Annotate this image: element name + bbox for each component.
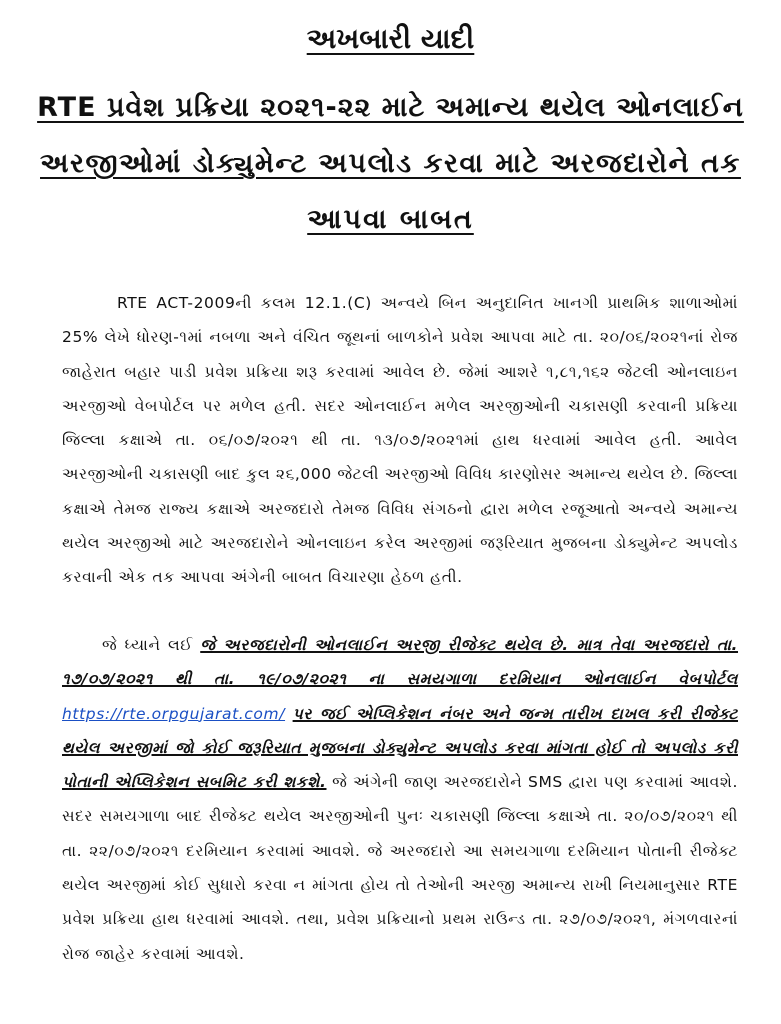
title-line-1: RTE પ્રવેશ પ્રક્રિયા ૨૦૨૧-૨૨ માટે અમાન્ય થયેલ ઓનલાઈન [37, 92, 744, 123]
emphasis-eligible-applicants: જે અરજદારોની ઓનલાઈન અરજી રીજેક્ટ થયેલ છે. માત્ર તેવા અરજદારો તા. ૧૭/૦૭/૨૦૨૧ થી તા. ૧૯/૦૭/૨૦૨૧ ના સમયગાળા દરમિયાન ઓનલાઈન વેબપોર્ટલ [62, 636, 739, 689]
paragraph-background: RTE ACT-2009ની કલમ 12.1.(C) અન્વયે બિન અનુદાનિત ખાનગી પ્રાથમિક શાળાઓમાં 25% લેખે ધોરણ-૧માં નબળા અને વંચિત જૂથનાં બાળકોને પ્રવેશ આપવા માટે તા. ૨૦/૦૬/૨૦૨૧નાં રોજ જાહેરાત બહાર પાડી પ્રવેશ પ્રક્રિયા શરૂ કરવામાં આવેલ છે. જેમાં આશરે ૧,૮૧,૧૬૨ જેટલી ઓનલાઇન અરજીઓ વેબપોર્ટલ પર મળેલ હતી. સદર ઓનલાઈન મળેલ અરજીઓની ચકાસણી કરવાની પ્રક્રિયા જિલ્લા કક્ષાએ તા. ૦૬/૦૭/૨૦૨૧ થી તા. ૧૩/૦૭/૨૦૨૧માં હાથ ધરવામાં આવેલ હતી. આવેલ અરજીઓની ચકાસણી બાદ કુલ ૨૬,000 જેટલી અરજીઓ વિવિધ કારણોસર અમાન્ય થયેલ છે. જિલ્લા કક્ષાએ તેમજ રાજ્ય કક્ષાએ અરજદારો તેમજ વિવિધ સંગઠનો દ્વારા મળેલ રજૂઆતો અન્વયે અમાન્ય થયેલ અરજીઓ માટે અરજદારોને ઓનલાઇન કરેલ અરજીમાં જરૂરિયાત મુજબના ડોક્યુમેન્ટ અપલોડ કરવાની એક તક આપવા અંગેની બાબત વિચારણા હેઠળ હતી. [62, 294, 738, 587]
paragraph-rest: જે અંગેની જાણ અરજદારોને SMS દ્વારા પણ કરવામાં આવશે. સદર સમયગાળા બાદ રીજેક્ટ થયેલ અરજીઓની પુનઃ ચકાસણી જિલ્લા કક્ષાએ તા. ૨૦/૦૭/૨૦૨૧ થી તા. ૨૨/૦૭/૨૦૨૧ દરમિયાન કરવામાં આવશે. જે અરજદારો આ સમયગાળા દરમિયાન પોતાની રીજેક્ટ થયેલ અરજીમાં કોઈ સુધારો કરવા ન માંગતા હોય તો તેઓની અરજી અમાન્ય રાખી નિયમાનુસાર RTE પ્રવેશ પ્રક્રિયા હાથ ધરવામાં આવશે. તથા, પ્રવેશ પ્રક્રિયાનો પ્રથમ રાઉન્ડ તા. ૨૭/૦૭/૨૦૨૧, મંગળવારનાં રોજ જાહેર કરવામાં આવશે. [62, 773, 738, 963]
emphasis-upload-instructions: પર જઈ એપ્લિકેશન નંબર અને જન્મ તારીખ દાખલ કરી રીજેક્ટ થયેલ અરજીમાં જો કોઈ જરૂરિયાત મુજબના ડોક્યુમેન્ટ અપલોડ કરવા માંગતા હોઈ તો અપલોડ કરી પોતાની એપ્લિકેશન સબમિટ કરી શકશે. [62, 704, 739, 792]
title-line-3: આપવા બાબત [307, 204, 474, 235]
paragraph-instructions [62, 628, 738, 971]
title-line-2: અરજીઓમાં ડોક્યુમેન્ટ અપલોડ કરવા માટે અરજદારોને તક [40, 148, 741, 179]
rte-portal-link[interactable]: https://rte.orpgujarat.com/ [62, 704, 286, 723]
paragraph-intro: જે ધ્યાને લઈ [102, 636, 193, 654]
press-release-heading: અખબારી યાદી [306, 22, 475, 55]
